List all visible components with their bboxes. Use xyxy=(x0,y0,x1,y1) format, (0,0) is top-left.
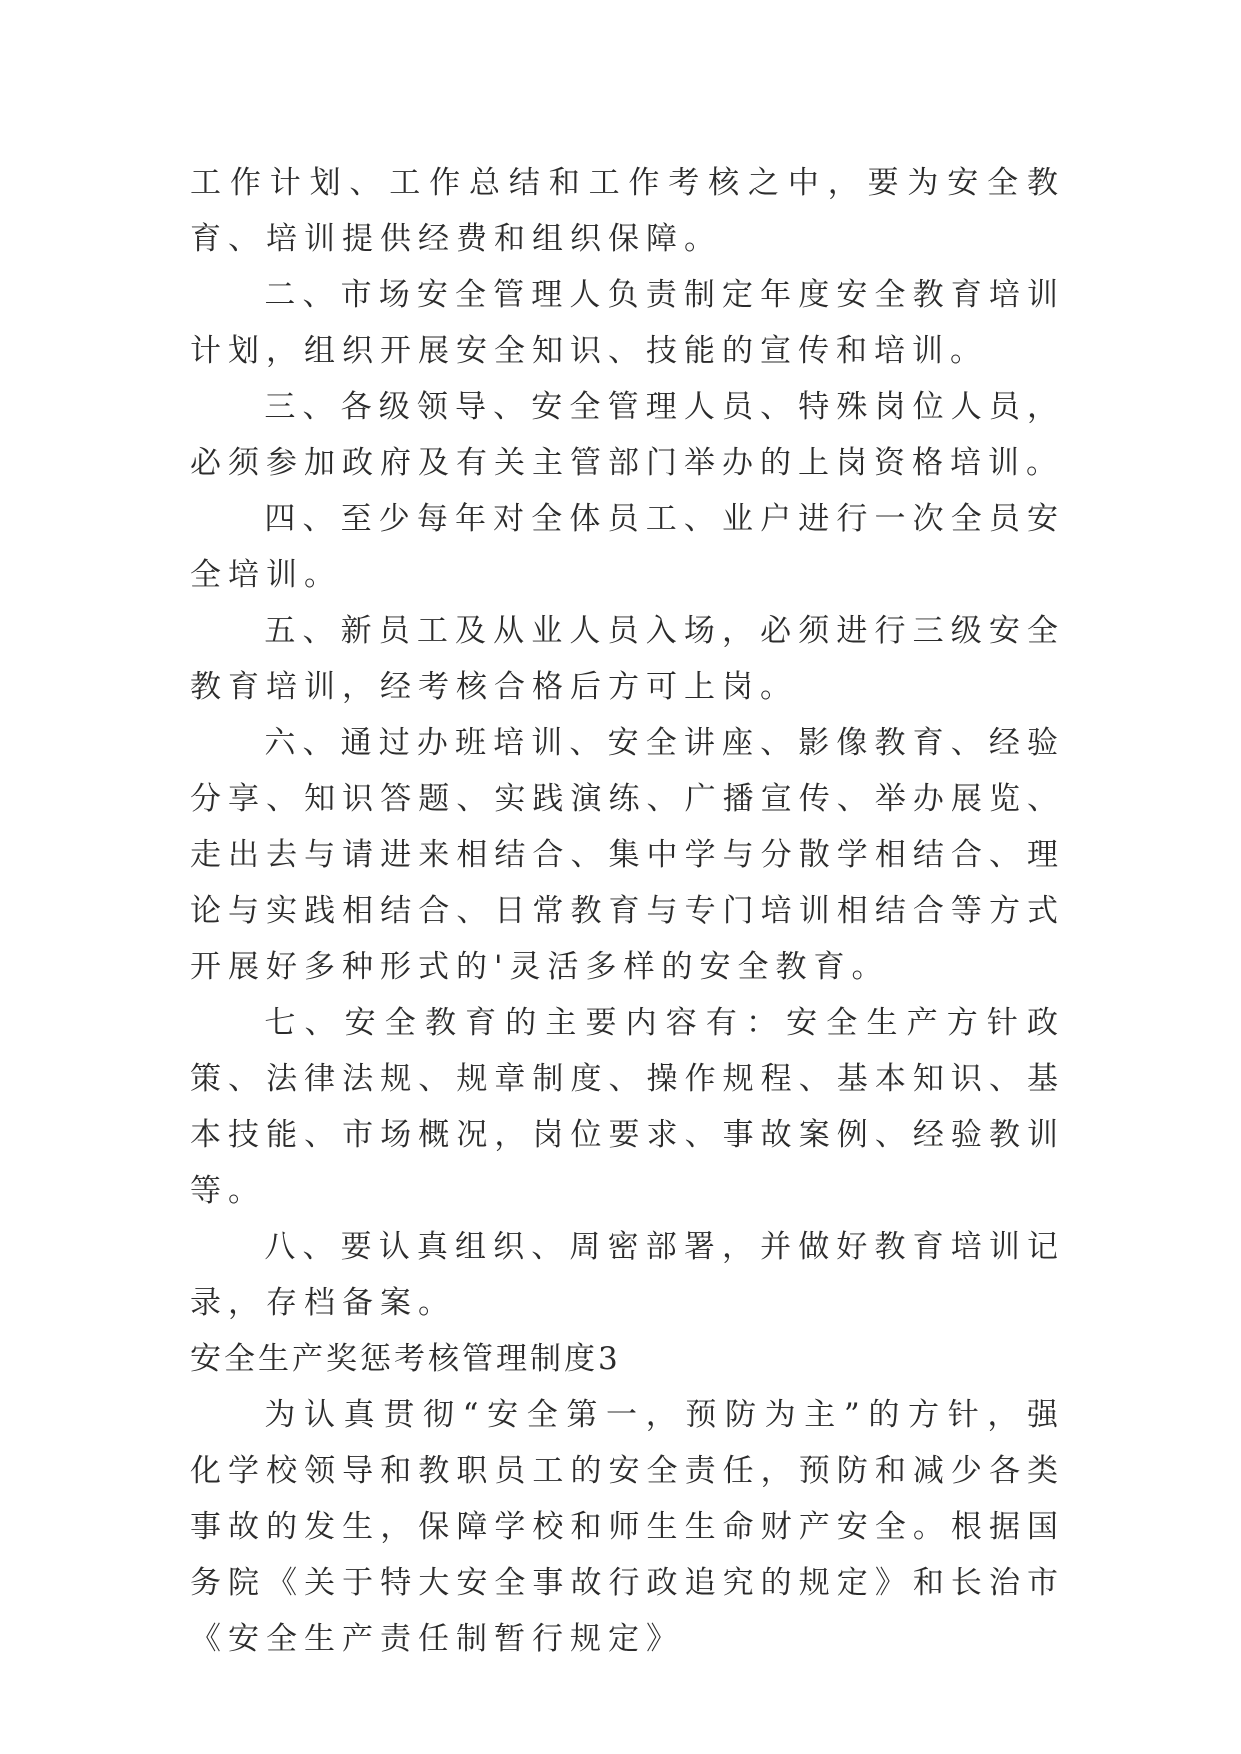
section-intro-paragraph: 为认真贯彻“安全第一，预防为主”的方针，强化学校领导和教职员工的安全责任，预防和减少各类事故的发生，保障学校和师生生命财产安全。根据国务院《关于特大安全事故行政追究的规定》和长治市《安全生产责任制暂行规定》 xyxy=(190,1397,1065,1657)
section-title: 安全生产奖惩考核管理制度3 xyxy=(190,1341,621,1377)
paragraph-item-5: 五、新员工及从业人员入场，必须进行三级安全教育培训，经考核合格后方可上岗。 xyxy=(190,613,1065,705)
paragraph-item-3: 三、各级领导、安全管理人员、特殊岗位人员，必须参加政府及有关主管部门举办的上岗资格培训。 xyxy=(190,389,1065,481)
paragraph-continuation: 工作计划、工作总结和工作考核之中，要为安全教育、培训提供经费和组织保障。 xyxy=(190,165,1065,257)
paragraph-item-6: 六、通过办班培训、安全讲座、影像教育、经验分享、知识答题、实践演练、广播宣传、举办展览、走出去与请进来相结合、集中学与分散学相结合、理论与实践相结合、日常教育与专门培训相结合等方式开展好多种形式的'灵活多样的安全教育。 xyxy=(190,725,1065,985)
paragraph-item-7: 七、安全教育的主要内容有：安全生产方针政策、法律法规、规章制度、操作规程、基本知识、基本技能、市场概况，岗位要求、事故案例、经验教训等。 xyxy=(190,1005,1065,1209)
paragraph-item-4: 四、至少每年对全体员工、业户进行一次全员安全培训。 xyxy=(190,501,1065,593)
document-body xyxy=(190,155,1065,1667)
paragraph-item-8: 八、要认真组织、周密部署，并做好教育培训记录，存档备案。 xyxy=(190,1229,1065,1321)
paragraph-item-2: 二、市场安全管理人负责制定年度安全教育培训计划，组织开展安全知识、技能的宣传和培训。 xyxy=(190,277,1065,369)
